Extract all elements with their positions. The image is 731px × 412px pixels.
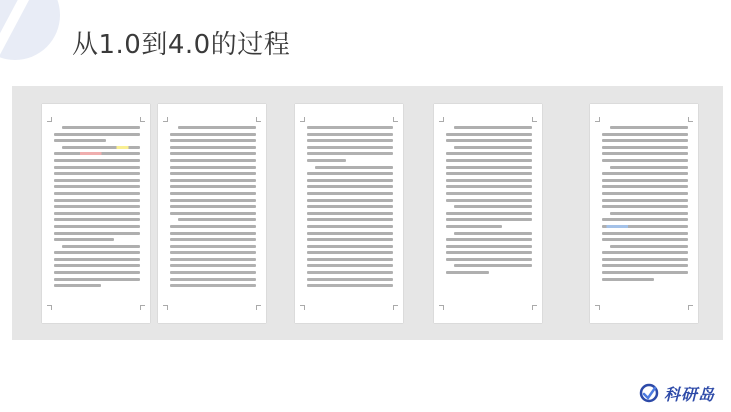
page-corner-mark <box>595 305 600 310</box>
brand-logo <box>638 382 715 404</box>
document-page-4[interactable] <box>434 104 542 323</box>
page-corner-mark <box>688 117 693 122</box>
document-page-1[interactable] <box>42 104 150 323</box>
page-corner-mark <box>439 305 444 310</box>
document-page-5[interactable] <box>590 104 698 323</box>
page-corner-mark <box>532 117 537 122</box>
page-corner-mark <box>532 305 537 310</box>
page-text-block <box>602 126 688 284</box>
page-corner-mark <box>140 305 145 310</box>
document-preview-panel <box>12 86 723 340</box>
page-corner-mark <box>393 305 398 310</box>
page-corner-mark <box>47 305 52 310</box>
document-page-3[interactable] <box>295 104 403 323</box>
logo-text: 科研岛 <box>663 384 715 404</box>
page-text-block <box>54 126 140 291</box>
page-corner-mark <box>256 305 261 310</box>
page-corner-mark <box>688 305 693 310</box>
page-corner-mark <box>256 117 261 122</box>
page-corner-mark <box>163 305 168 310</box>
page-corner-mark <box>439 117 444 122</box>
document-page-2[interactable] <box>158 104 266 323</box>
page-corner-mark <box>300 305 305 310</box>
page-text-block <box>307 126 393 291</box>
page-corner-mark <box>393 117 398 122</box>
page-corner-mark <box>163 117 168 122</box>
page-text-block <box>170 126 256 291</box>
page-corner-mark <box>300 117 305 122</box>
page-corner-mark <box>140 117 145 122</box>
logo-icon <box>638 382 660 404</box>
page-corner-mark <box>47 117 52 122</box>
slide-title: 从1.0到4.0的过程 <box>72 30 291 60</box>
page-text-block <box>446 126 532 278</box>
page-corner-mark <box>595 117 600 122</box>
